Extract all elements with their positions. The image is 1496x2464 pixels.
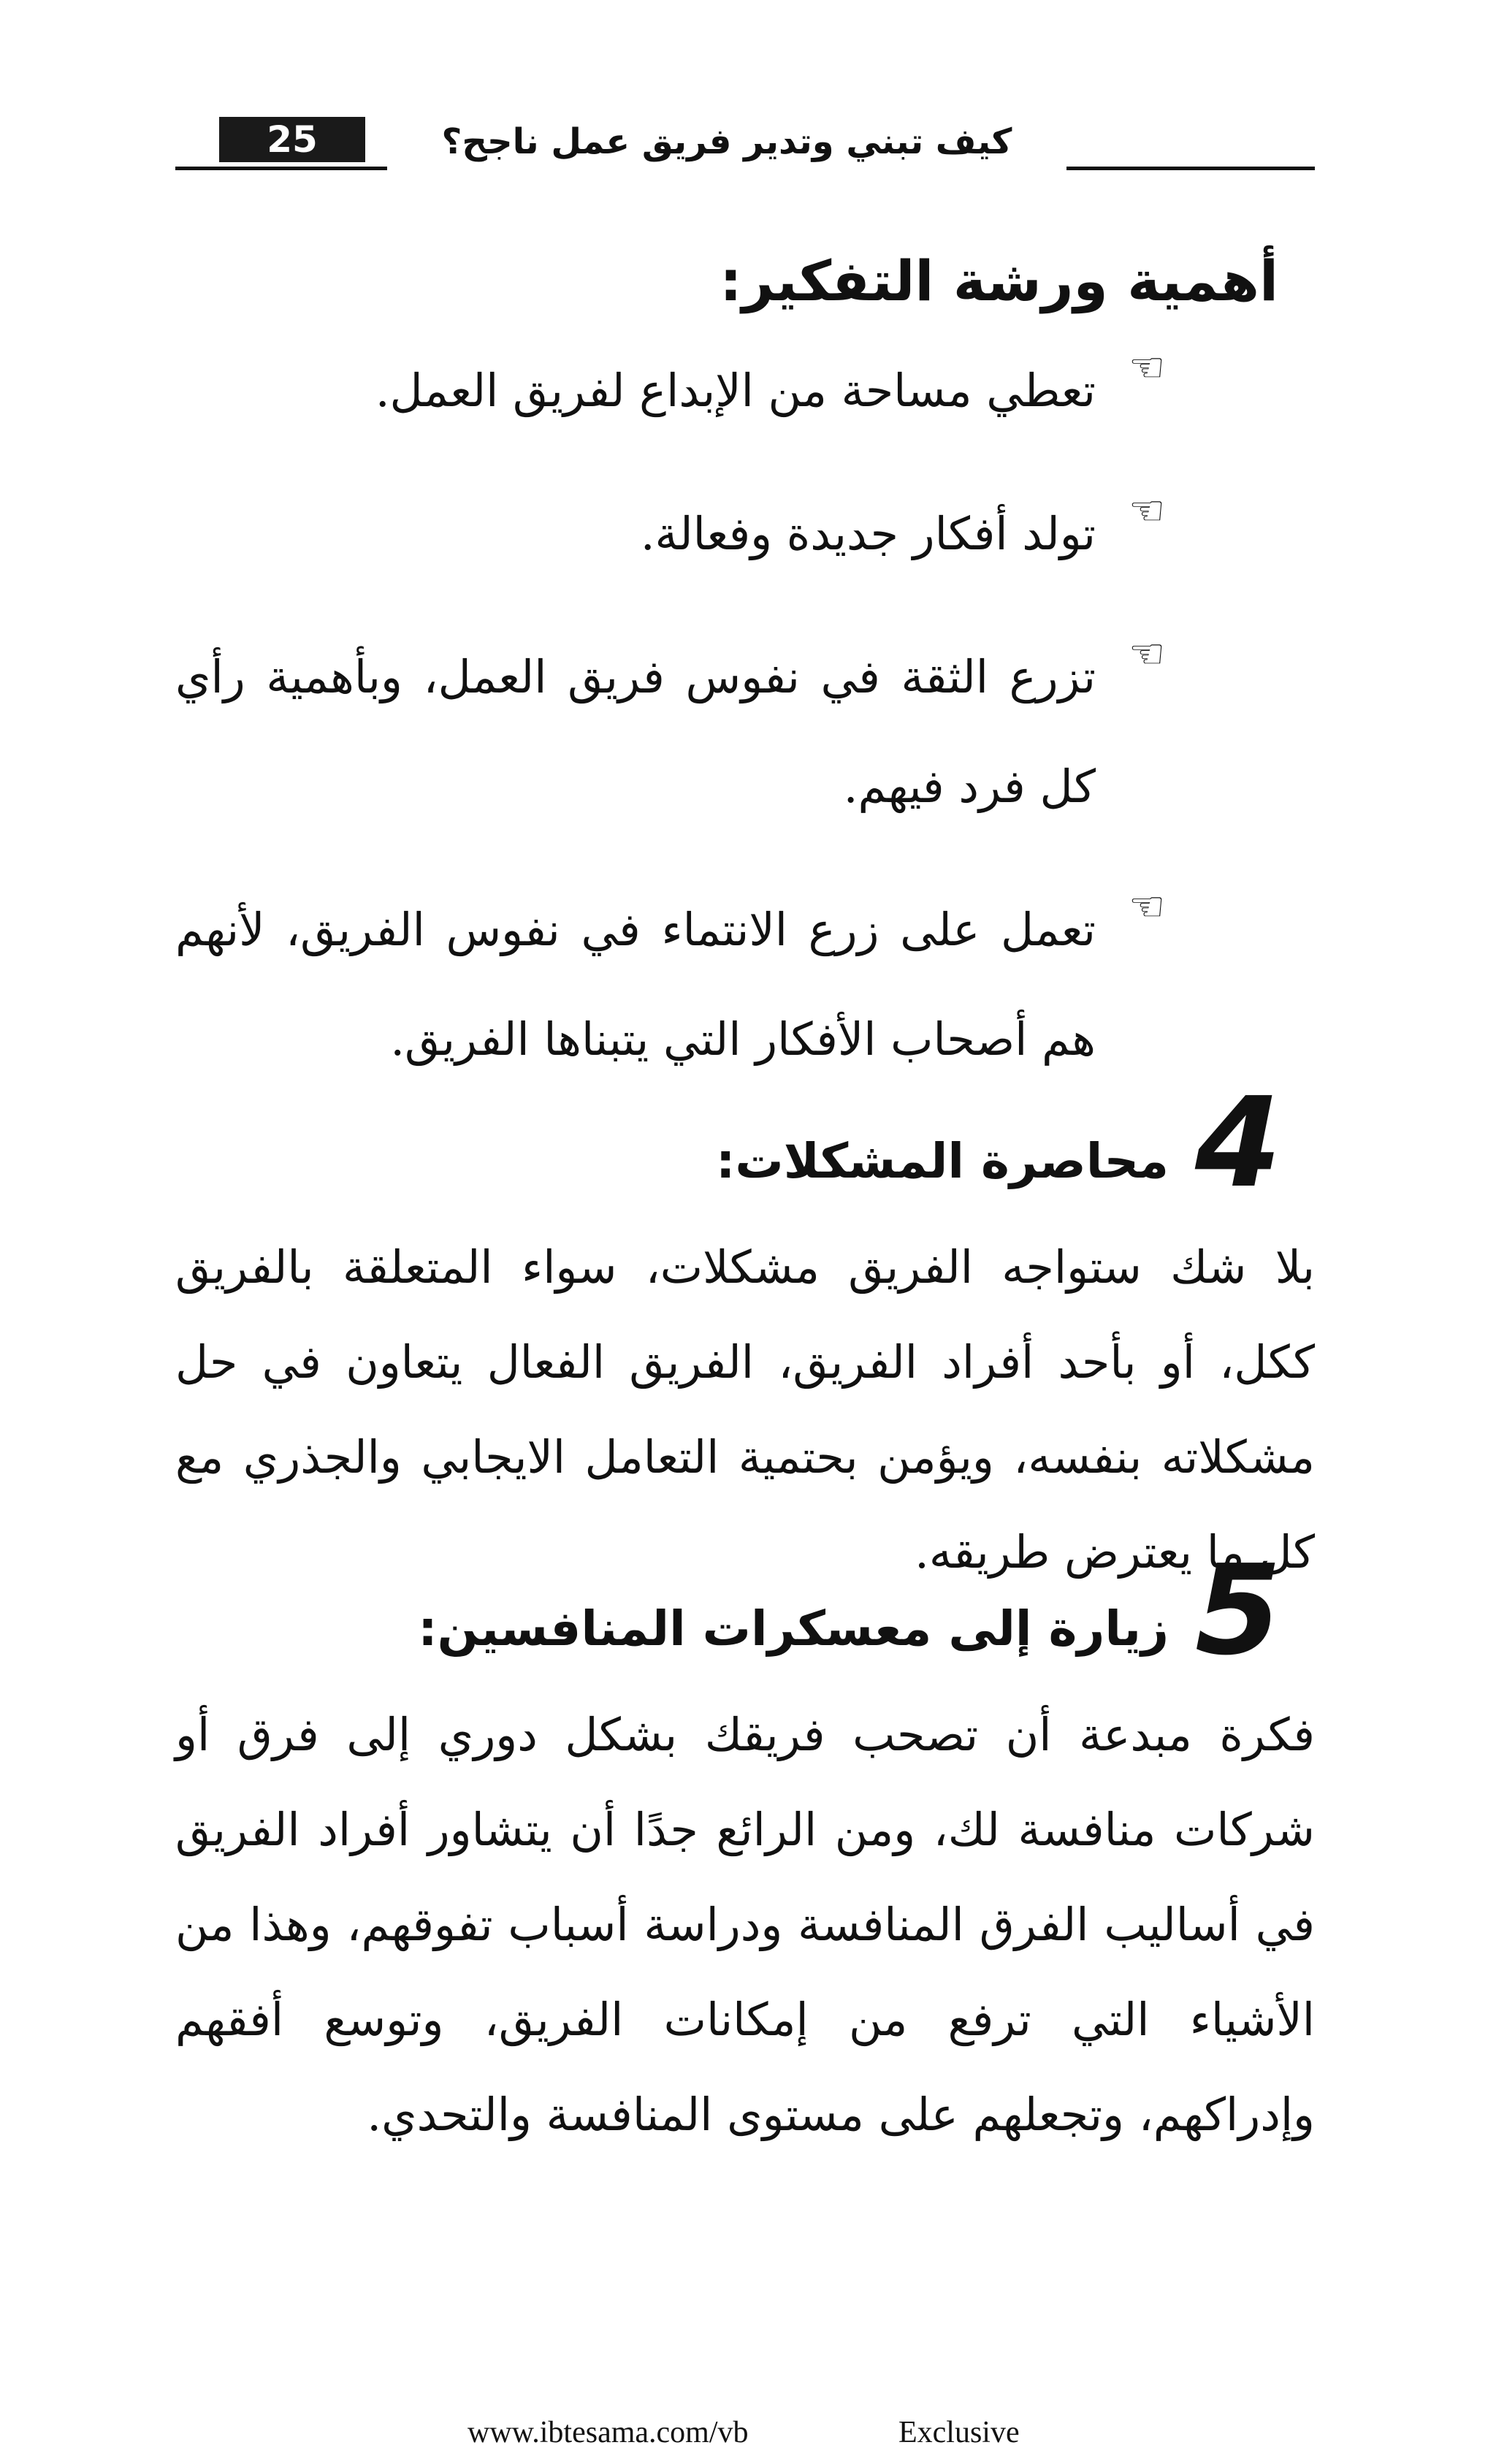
page-number: 25 — [219, 117, 365, 162]
section-4 — [175, 1071, 1315, 1600]
running-title: كيف تبني وتدير فريق عمل ناجح؟ — [387, 110, 1066, 174]
pointing-hand-icon: ☜ — [1128, 630, 1166, 678]
pointing-hand-icon: ☜ — [1128, 883, 1166, 931]
section-number: 4 — [1194, 1071, 1282, 1216]
list-item — [175, 479, 1166, 589]
bullet-text: تولد أفكار جديدة وفعالة. — [640, 507, 1096, 560]
running-header — [175, 110, 1315, 175]
section-title: زيارة إلى معسكرات المنافسين: — [418, 1601, 1169, 1657]
list-item — [175, 622, 1166, 842]
list-item — [175, 336, 1166, 446]
footer-url: www.ibtesama.com/vb — [468, 2416, 749, 2449]
section-subheading: أهمية ورشة التفكير: — [720, 248, 1278, 313]
section-title: محاصرة المشكلات: — [715, 1133, 1169, 1189]
bullet-list — [175, 336, 1166, 1128]
list-item — [175, 875, 1166, 1094]
bullet-text: تزرع الثقة في نفوس فريق العمل، وبأهمية رأي كل فرد فيهم. — [175, 650, 1096, 813]
section-body: فكرة مبدعة أن تصحب فريقك بشكل دوري إلى فرق أو شركات منافسة لك، ومن الرائع جدًا أن يتشاور أفراد الفريق في أساليب الفرق المنافسة ودراسة أسباب تفوقهم، وهذا من الأشياء التي ترفع من إمكانات الفريق، وتوسع أفقهم وإدراكهم، وتجعلهم على مستوى المنافسة والتحدي. — [175, 1708, 1315, 2141]
bullet-text: تعطي مساحة من الإبداع لفريق العمل. — [375, 364, 1096, 417]
pointing-hand-icon: ☜ — [1128, 487, 1166, 535]
section-5 — [175, 1538, 1315, 2162]
page-footer — [438, 2407, 1096, 2458]
section-number: 5 — [1194, 1538, 1282, 1683]
bullet-text: تعمل على زرع الانتماء في نفوس الفريق، لأنهم هم أصحاب الأفكار التي يتبناها الفريق. — [175, 903, 1096, 1066]
section-body: بلا شك ستواجه الفريق مشكلات، سواء المتعلقة بالفريق ككل، أو بأحد أفراد الفريق، الفريق الفعال يتعاون في حل مشكلاته بنفسه، ويؤمن بحتمية التعامل الايجابي والجذري مع كل ما يعترض طريقه. — [175, 1240, 1315, 1579]
footer-tag: Exclusive — [898, 2416, 1020, 2449]
pointing-hand-icon: ☜ — [1128, 344, 1166, 392]
